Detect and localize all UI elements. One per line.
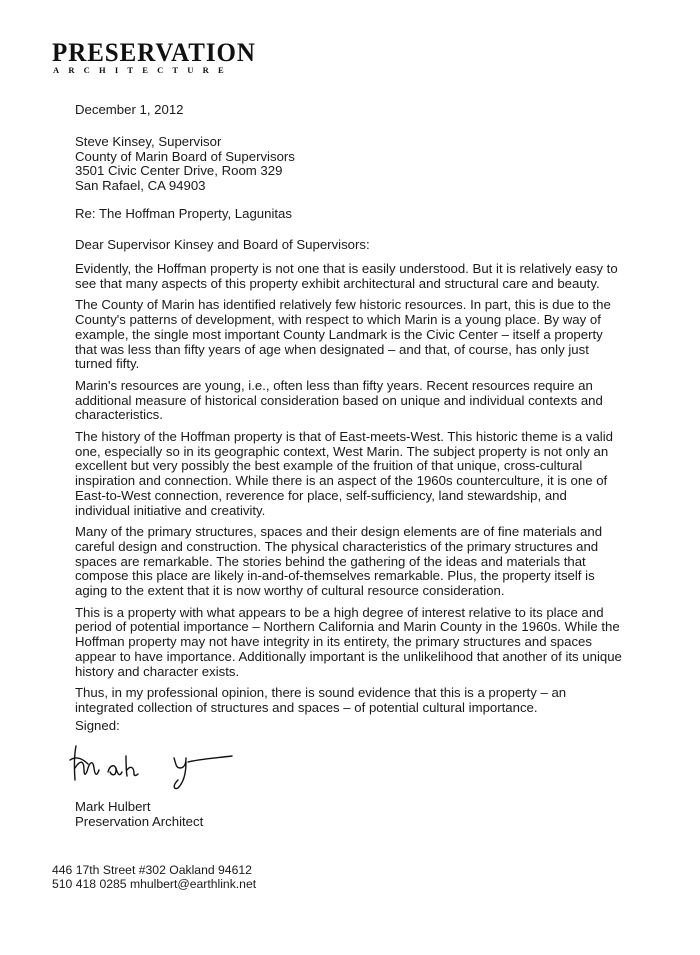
subject-line: Re: The Hoffman Property, Lagunitas	[75, 206, 292, 221]
footer-contact: 510 418 0285 mhulbert@earthlink.net	[52, 877, 257, 891]
body-paragraph: Marin's resources are young, i.e., often less than fifty years. Recent resources require an additional measure of historical consideration based on unique and individual contexts and characteristics.	[75, 377, 603, 423]
body-paragraph: Thus, in my professional opinion, there is sound evidence that this is a property – an integrated collection of structures and spaces – of potential cultural importance.	[75, 685, 567, 715]
letter-body	[75, 262, 623, 723]
signer-name: Mark Hulbert	[75, 799, 151, 814]
signer-title: Preservation Architect	[75, 813, 204, 829]
letter-footer	[52, 863, 256, 891]
recipient-line: Steve Kinsey, Supervisor	[75, 134, 222, 149]
recipient-line: County of Marin Board of Supervisors	[75, 148, 295, 164]
body-paragraph: This is a property with what appears to be a high degree of interest relative to its place and period of potential importance – Northern California and Marin County in the 1960s. While the Hoffman property may not have integrity in its entirety, the primary structures and spaces appear to have importance. Additionally important is the unlikelihood that another of its unique history and character exists.	[75, 604, 622, 679]
recipient-line: 3501 Civic Center Drive, Room 329	[75, 163, 283, 178]
body-paragraph: Many of the primary structures, spaces and their design elements are of fine materials and careful design and construction. The physical characteristics of the primary structures and spaces are remarkable. The stories behind the gathering of the ideas and materials that compose this place are likely in-and-of-themselves remarkable. Plus, the property itself is aging to the extent that it is now worthy of cultural resource consideration.	[75, 524, 603, 599]
logo-subtitle: ARCHITECTURE	[53, 65, 233, 75]
body-paragraph: The County of Marin has identified relatively few historic resources. In part, this is due to the County's patterns of development, with respect to which Marin is a young place. By way of example, the single most important County Landmark is the Civic Center – itself a property that was less than fifty years of age when designated – and that, of course, has only just turned fifty.	[75, 297, 611, 372]
handwritten-signature	[66, 738, 246, 793]
recipient-line: San Rafael, CA 94903	[75, 177, 206, 193]
footer-address: 446 17th Street #302 Oakland 94612	[52, 863, 252, 877]
logo-wordmark: PRESERVATION	[52, 38, 256, 67]
body-paragraph: The history of the Hoffman property is that of East-meets-West. This historic theme is a valid one, especially so in its geographic context, West Marin. The subject property is not only an excellent but very possibly the best example of the fruition of that unique, cross-cultural inspiration and connection. While there is an aspect of the 1960s counterculture, it is one of East-to-West connection, reverence for place, self-sufficiency, land stewardship, and individual initiative and creativity.	[75, 429, 613, 518]
closing: Signed:	[75, 718, 120, 733]
signer-block	[75, 800, 203, 829]
letterhead-logo	[52, 38, 256, 75]
recipient-address	[75, 135, 295, 193]
letter-date: December 1, 2012	[75, 102, 184, 117]
body-paragraph: Evidently, the Hoffman property is not one that is easily understood. But it is relatively easy to see that many aspects of this property exhibit architectural and structural care and beauty.	[75, 261, 618, 291]
salutation: Dear Supervisor Kinsey and Board of Supervisors:	[75, 237, 370, 252]
